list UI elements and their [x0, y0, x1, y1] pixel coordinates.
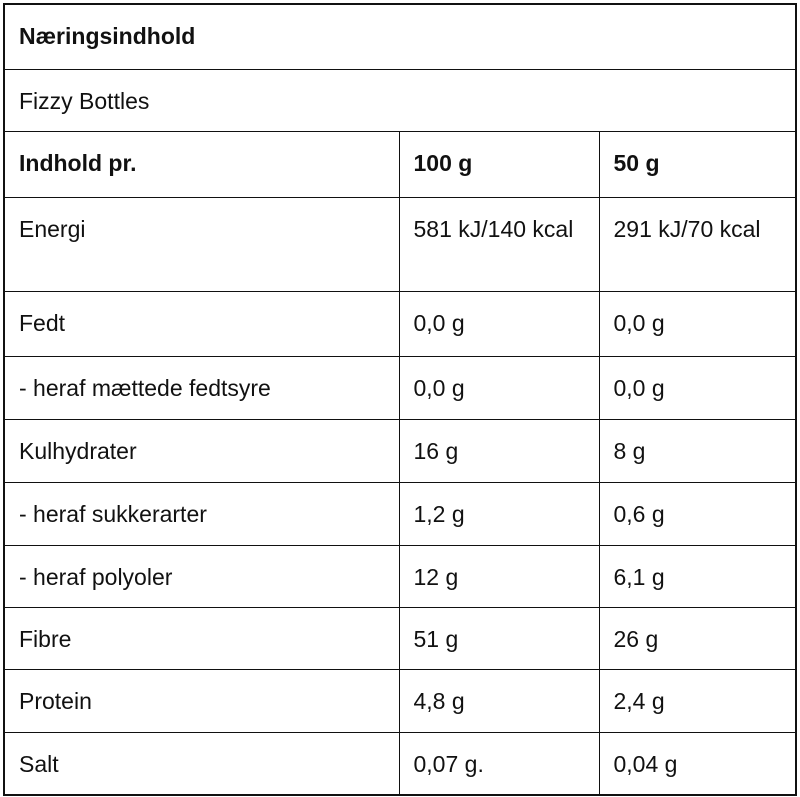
- value-50g: 26 g: [599, 607, 796, 669]
- value-50g: 8 g: [599, 419, 796, 482]
- nutrient-name: Protein: [4, 669, 399, 732]
- value-50g: 2,4 g: [599, 669, 796, 732]
- nutrient-name: - heraf sukkerarter: [4, 482, 399, 545]
- nutrient-name: - heraf mættede fedtsyre: [4, 356, 399, 419]
- table-row: [4, 356, 796, 419]
- header-row: [4, 131, 796, 197]
- value-100g: 1,2 g: [399, 482, 599, 545]
- table-row: [4, 669, 796, 732]
- value-50g: 6,1 g: [599, 545, 796, 607]
- table-row: [4, 732, 796, 795]
- title-row: [4, 4, 796, 69]
- nutrition-table: [3, 3, 797, 796]
- header-50g: 50 g: [599, 131, 796, 197]
- value-100g: 16 g: [399, 419, 599, 482]
- value-50g: 291 kJ/70 kcal: [599, 197, 796, 291]
- value-100g: 0,07 g.: [399, 732, 599, 795]
- value-50g: 0,0 g: [599, 291, 796, 356]
- nutrient-name: Fedt: [4, 291, 399, 356]
- value-100g: 0,0 g: [399, 356, 599, 419]
- value-100g: 12 g: [399, 545, 599, 607]
- value-100g: 4,8 g: [399, 669, 599, 732]
- table-row: [4, 291, 796, 356]
- table-row: [4, 419, 796, 482]
- value-50g: 0,6 g: [599, 482, 796, 545]
- nutrient-name: Salt: [4, 732, 399, 795]
- table-row: [4, 482, 796, 545]
- table-title: Næringsindhold: [4, 4, 796, 69]
- table-row: [4, 545, 796, 607]
- value-100g: 581 kJ/140 kcal: [399, 197, 599, 291]
- header-label: Indhold pr.: [4, 131, 399, 197]
- product-name: Fizzy Bottles: [4, 69, 796, 131]
- value-100g: 0,0 g: [399, 291, 599, 356]
- nutrient-name: Energi: [4, 197, 399, 291]
- table-row: [4, 607, 796, 669]
- value-100g: 51 g: [399, 607, 599, 669]
- value-50g: 0,0 g: [599, 356, 796, 419]
- nutrient-name: Kulhydrater: [4, 419, 399, 482]
- header-100g: 100 g: [399, 131, 599, 197]
- table-row: [4, 197, 796, 291]
- nutrient-name: - heraf polyoler: [4, 545, 399, 607]
- nutrient-name: Fibre: [4, 607, 399, 669]
- product-row: [4, 69, 796, 131]
- value-50g: 0,04 g: [599, 732, 796, 795]
